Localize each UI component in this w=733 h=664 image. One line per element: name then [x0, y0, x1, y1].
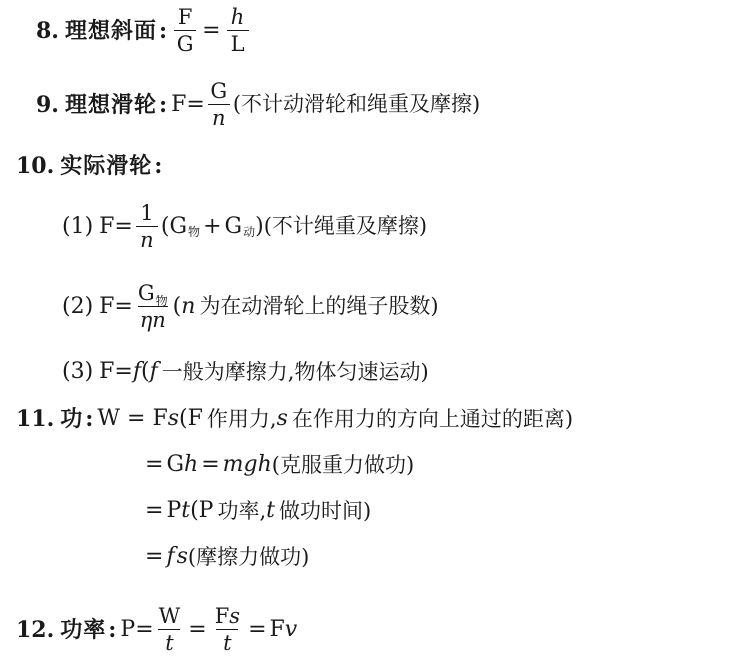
item-10	[16, 155, 166, 177]
paren-open: (	[160, 213, 170, 239]
paren-open: (	[141, 359, 150, 384]
variable-h: h	[184, 452, 199, 477]
fraction-w-over-t: $\frac{W}{t}$	[158, 604, 181, 656]
item-heading: 功率	[60, 616, 107, 643]
case-1	[62, 202, 427, 251]
paren-open: (	[172, 293, 182, 319]
formula-lhs: P=	[120, 616, 154, 642]
subscript: 物	[155, 294, 168, 308]
item-number: 11.	[16, 406, 55, 432]
p-symbol: P	[166, 498, 182, 523]
fraction-g-over-eta-n: $\frac{G_物}{\eta n}$	[137, 281, 168, 333]
variable-h: h	[257, 452, 272, 477]
subscript: 物	[188, 224, 201, 239]
subscript: 动	[243, 224, 256, 239]
variable-n: n	[181, 293, 196, 319]
g-symbol: G	[224, 213, 243, 239]
formula-lhs: F=	[99, 359, 133, 384]
note-part: 功率,	[217, 498, 267, 523]
item-heading: 功	[60, 406, 84, 432]
item-number: 8.	[36, 17, 59, 44]
condition-note: 为在动滑轮上的绳子股数)	[199, 294, 439, 319]
fraction-1-over-n: $\frac{1}{n}$	[136, 202, 158, 251]
work-alt-pt	[142, 500, 371, 522]
equals-sign: =	[188, 616, 207, 642]
condition-note: 一般为摩擦力,物体匀速运动)	[161, 359, 429, 384]
formula-lhs: F=	[171, 91, 205, 117]
equals-sign: =	[202, 17, 221, 43]
variable-s: s	[176, 544, 188, 569]
item-11	[16, 408, 573, 430]
variable-f: f	[149, 359, 158, 384]
note-part: 作用力,	[206, 406, 277, 431]
variable-v: v	[284, 616, 298, 642]
condition-note: (克服重力做功)	[271, 452, 415, 477]
colon: :	[108, 616, 117, 643]
item-number: 10.	[16, 153, 55, 179]
paren-open: (P	[190, 498, 214, 523]
case-label: (3)	[62, 359, 94, 384]
paren-open: (F	[179, 406, 203, 431]
variable-f: f	[132, 359, 142, 384]
variable-g: g	[243, 452, 258, 477]
case-label: (1)	[62, 213, 94, 239]
f-symbol: F	[269, 616, 285, 642]
note-part: 做功时间)	[279, 498, 372, 523]
plus-sign: +	[203, 213, 222, 239]
paren-close: )	[255, 213, 264, 239]
variable-s: s	[167, 406, 180, 431]
item-heading: 实际滑轮	[60, 153, 153, 179]
equals-sign: =	[145, 544, 164, 569]
item-8	[36, 6, 252, 55]
variable-s: s	[276, 406, 288, 431]
item-heading: 理想滑轮	[64, 91, 157, 118]
condition-note: (摩擦力做功)	[187, 544, 310, 569]
fraction-g-over-n: $\frac{G}{n}$	[208, 80, 230, 129]
equals-sign: =	[145, 452, 164, 477]
g-symbol: G	[166, 452, 185, 477]
formula-lhs: F=	[99, 213, 133, 239]
fraction-fs-over-t: $\frac{Fs}{t}$	[214, 604, 241, 656]
condition-note: (不计动滑轮和绳重及摩擦)	[232, 92, 481, 117]
colon: :	[154, 153, 163, 179]
item-number: 9.	[36, 91, 59, 118]
note-part: 在作用力的方向上通过的距离)	[291, 406, 574, 431]
formula-lhs: W = F	[97, 406, 168, 431]
fraction-f-over-g: $\frac{F}{G}$	[174, 6, 196, 55]
case-2	[62, 282, 439, 331]
g-symbol: G	[169, 213, 188, 239]
variable-f: f	[166, 544, 175, 569]
item-number: 12.	[16, 616, 55, 643]
item-9	[36, 80, 480, 129]
work-alt-gh	[142, 454, 414, 476]
equals-sign: =	[248, 616, 267, 642]
condition-note: (不计绳重及摩擦)	[263, 214, 428, 239]
item-heading: 理想斜面	[64, 17, 157, 44]
formula-lhs: F=	[99, 293, 133, 319]
variable-t: t	[181, 498, 191, 523]
work-alt-fs	[142, 546, 309, 568]
colon: :	[158, 91, 168, 118]
colon: :	[158, 17, 168, 44]
colon: :	[85, 406, 94, 432]
fraction-h-over-l: $\frac{h}{L}$	[227, 6, 249, 55]
case-3	[62, 361, 429, 383]
case-label: (2)	[62, 293, 94, 319]
variable-t: t	[266, 498, 276, 523]
variable-m: m	[222, 452, 244, 477]
equals-sign: =	[145, 498, 164, 523]
item-12	[16, 605, 297, 654]
equals-sign: =	[201, 452, 220, 477]
